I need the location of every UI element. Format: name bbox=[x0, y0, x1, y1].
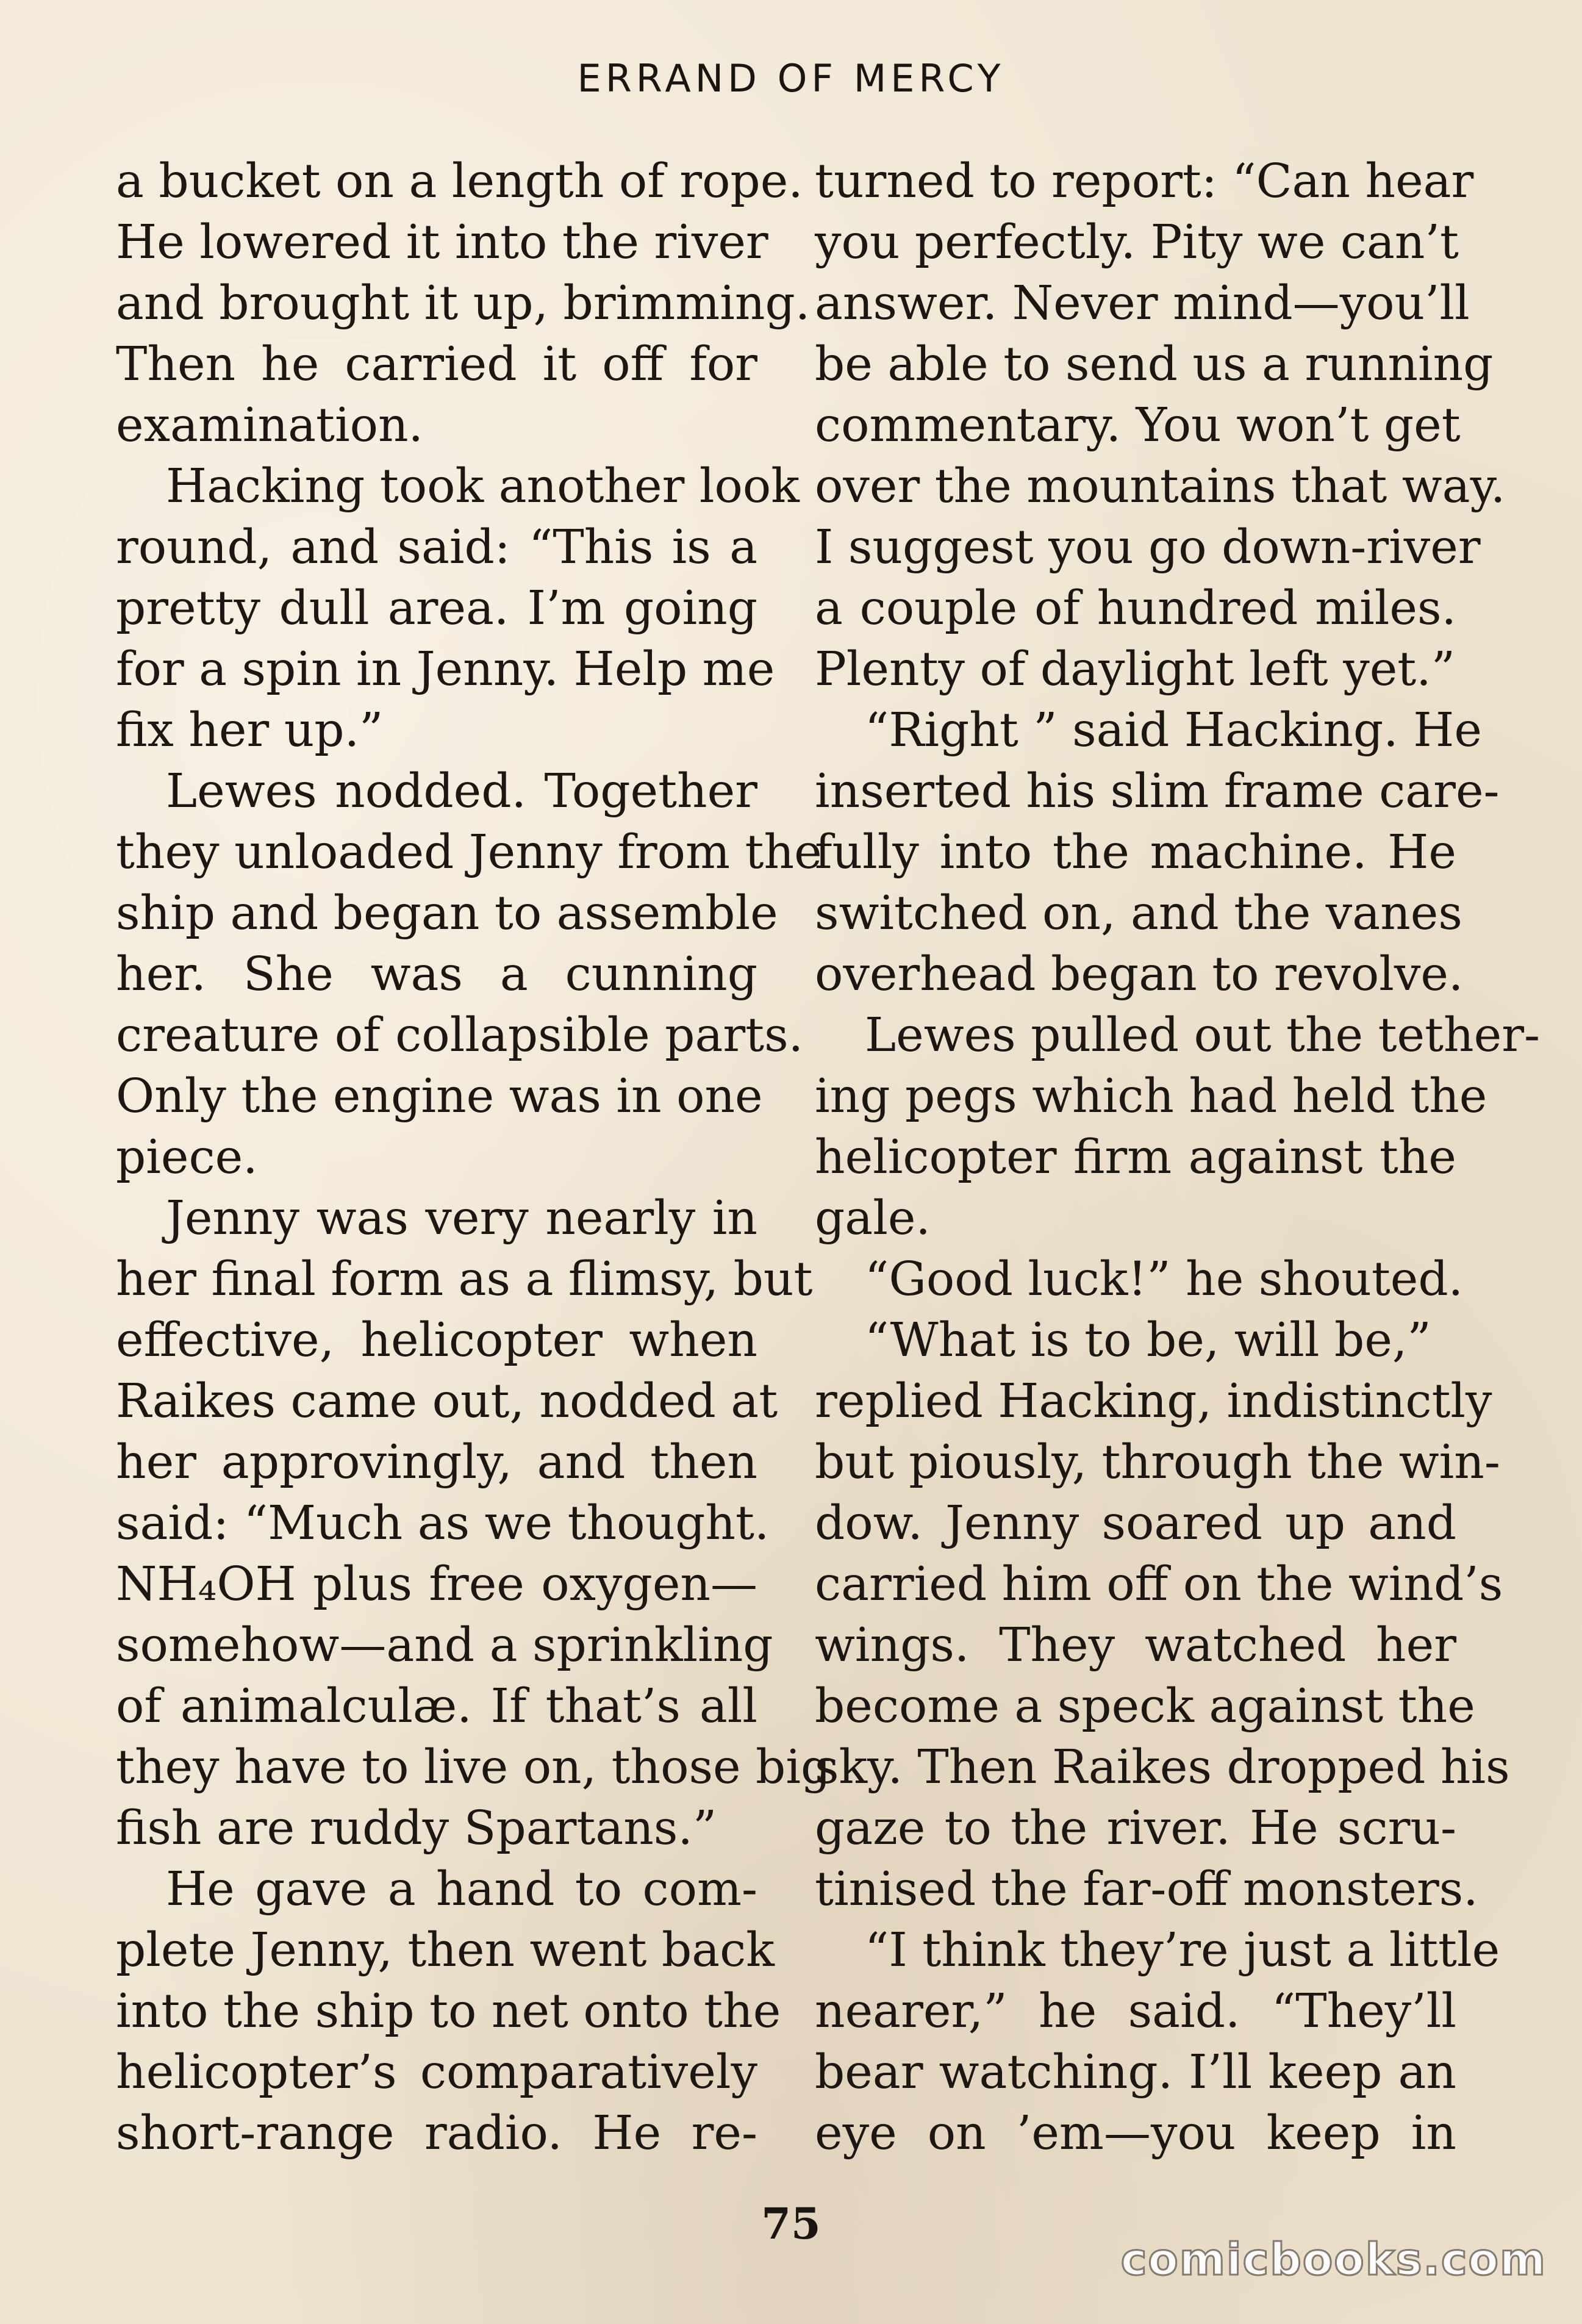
text-column-left bbox=[116, 151, 831, 2164]
text-line: Lewes pulled out the tether- bbox=[865, 1008, 1541, 1063]
text-line: “I think they’re just a little bbox=[865, 1923, 1500, 1978]
text-line: gale. bbox=[815, 1191, 931, 1246]
text-line: inserted his slim frame care- bbox=[815, 764, 1500, 819]
text-line: gaze to the river. He scru- bbox=[815, 1801, 1456, 1856]
text-line: creature of collapsible parts. bbox=[116, 1008, 804, 1063]
text-line: a bucket on a length of rope. bbox=[116, 154, 803, 209]
text-line: you perfectly. Pity we can’t bbox=[815, 215, 1459, 270]
text-line: tinised the far-off monsters. bbox=[815, 1862, 1478, 1917]
text-line: Raikes came out, nodded at bbox=[116, 1374, 778, 1429]
text-line: helicopter’s comparatively bbox=[116, 2045, 757, 2100]
text-line: sky. Then Raikes dropped his bbox=[815, 1740, 1510, 1795]
text-line: said: “Much as we thought. bbox=[116, 1496, 770, 1551]
text-line: over the mountains that way. bbox=[815, 459, 1506, 514]
text-line: but piously, through the win- bbox=[815, 1435, 1500, 1490]
text-line: He gave a hand to com- bbox=[166, 1862, 757, 1917]
text-line: Only the engine was in one bbox=[116, 1069, 763, 1124]
text-line: dow. Jenny soared up and bbox=[815, 1496, 1456, 1551]
text-line: they have to live on, those big bbox=[116, 1740, 831, 1795]
text-line: short-range radio. He re- bbox=[116, 2106, 757, 2161]
text-line: wings. They watched her bbox=[815, 1618, 1456, 1673]
text-line: I suggest you go down-river bbox=[815, 520, 1481, 575]
text-line: Plenty of daylight left yet.” bbox=[815, 642, 1456, 697]
text-line: fish are ruddy Spartans.” bbox=[116, 1801, 717, 1856]
text-line: for a spin in Jenny. Help me bbox=[116, 642, 775, 697]
text-line: her final form as a flimsy, but bbox=[116, 1252, 813, 1307]
text-line: Jenny was very nearly in bbox=[166, 1191, 757, 1246]
text-line: be able to send us a running bbox=[815, 337, 1494, 392]
text-line: fix her up.” bbox=[116, 703, 384, 758]
text-line: He lowered it into the river bbox=[116, 215, 768, 270]
text-line: replied Hacking, indistinctly bbox=[815, 1374, 1492, 1429]
text-line: bear watching. I’ll keep an bbox=[815, 2045, 1456, 2100]
text-line: eye on ’em—you keep in bbox=[815, 2106, 1456, 2161]
text-line: “Good luck!” he shouted. bbox=[865, 1252, 1464, 1307]
text-line: “What is to be, will be,” bbox=[865, 1313, 1431, 1368]
text-line: switched on, and the vanes bbox=[815, 886, 1462, 941]
text-line: fully into the machine. He bbox=[815, 825, 1456, 880]
text-line: become a speck against the bbox=[815, 1679, 1475, 1734]
text-line: “Right ” said Hacking. He bbox=[865, 703, 1482, 758]
text-line: ship and began to assemble bbox=[116, 886, 778, 941]
text-line: Then he carried it off for bbox=[116, 337, 757, 392]
text-line: nearer,” he said. “They’ll bbox=[815, 1984, 1456, 2039]
text-line: overhead began to revolve. bbox=[815, 947, 1464, 1002]
text-line: of animalculæ. If that’s all bbox=[116, 1679, 757, 1734]
watermark-logo: comicbooks.com bbox=[1120, 2234, 1547, 2285]
text-line: somehow—and a sprinkling bbox=[116, 1618, 773, 1673]
text-line: into the ship to net onto the bbox=[116, 1984, 781, 2039]
text-line: carried him off on the wind’s bbox=[815, 1557, 1503, 1612]
text-line: helicopter firm against the bbox=[815, 1130, 1456, 1185]
text-line: NH₄OH plus free oxygen— bbox=[116, 1557, 757, 1612]
running-header: ERRAND OF MERCY bbox=[577, 56, 1005, 101]
text-line: answer. Never mind—you’ll bbox=[815, 276, 1470, 331]
text-line: effective, helicopter when bbox=[116, 1313, 757, 1368]
text-line: round, and said: “This is a bbox=[116, 520, 757, 575]
text-line: her approvingly, and then bbox=[116, 1435, 757, 1490]
text-line: a couple of hundred miles. bbox=[815, 581, 1456, 636]
text-line: Lewes nodded. Together bbox=[166, 764, 757, 819]
text-line: pretty dull area. I’m going bbox=[116, 581, 757, 636]
text-line: examination. bbox=[116, 398, 424, 453]
page-number: 75 bbox=[761, 2198, 821, 2249]
text-line: her. She was a cunning bbox=[116, 947, 757, 1002]
text-line: ing pegs which had held the bbox=[815, 1069, 1487, 1124]
text-line: and brought it up, brimming. bbox=[116, 276, 811, 331]
text-line: Hacking took another look bbox=[166, 459, 800, 514]
text-line: piece. bbox=[116, 1130, 258, 1185]
text-line: turned to report: “Can hear bbox=[815, 154, 1474, 209]
text-line: commentary. You won’t get bbox=[815, 398, 1461, 453]
text-line: plete Jenny, then went back bbox=[116, 1923, 775, 1978]
text-line: they unloaded Jenny from the bbox=[116, 825, 822, 880]
text-column-right bbox=[815, 151, 1541, 2164]
